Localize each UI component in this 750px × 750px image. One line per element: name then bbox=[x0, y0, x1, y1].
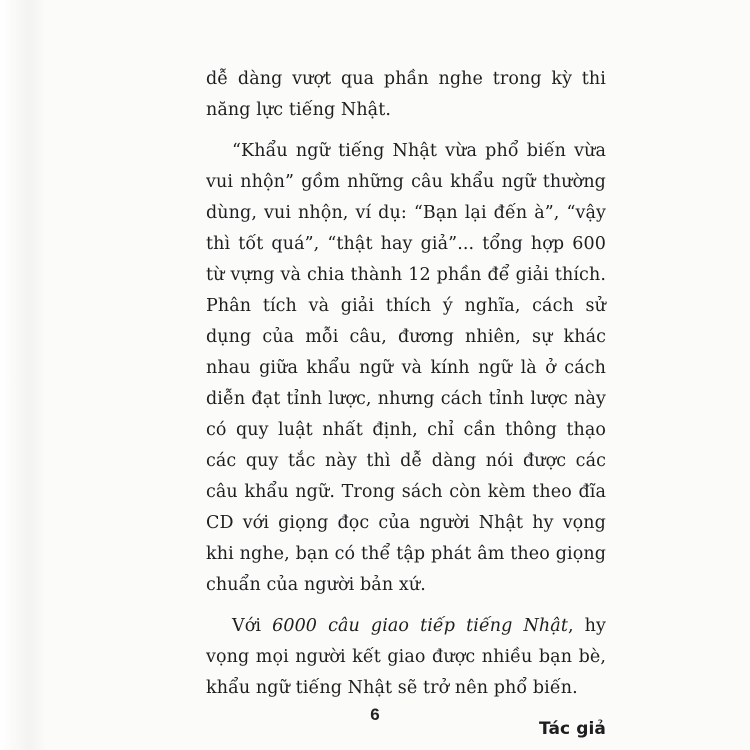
author-signature: Tác giả bbox=[538, 719, 606, 739]
page-edge-shadow bbox=[0, 0, 46, 750]
book-title-italic: 6000 câu giao tiếp tiếng Nhật bbox=[272, 616, 568, 636]
page-number: 6 bbox=[370, 705, 380, 724]
paragraph-closing bbox=[206, 611, 606, 704]
paragraph-continuation: dễ dàng vượt qua phần nghe trong kỳ thi năng lực tiếng Nhật. bbox=[206, 69, 606, 120]
paragraph-book-description: “Khẩu ngữ tiếng Nhật vừa phổ biến vừa vui nhộn” gồm những câu khẩu ngữ thường dùng, vui nhộn, ví dụ: “Bạn lại đến à”, “vậy thì tốt quá”, “thật hay giả”... tổng hợp 600 từ vựng và chia thành 12 phần để giải thích. Phân tích và giải thích ý nghĩa, cách sử dụng của mỗi câu, đương nhiên, sự khác nhau giữa khẩu ngữ và kính ngữ là ở cách diễn đạt tỉnh lược, nhưng cách tỉnh lược này có quy luật nhất định, chỉ cần thông thạo các quy tắc này thì dễ dàng nói được các câu khẩu ngữ. Trong sách còn kèm theo đĩa CD với giọng đọc của người Nhật hy vọng khi nghe, bạn có thể tập phát âm theo giọng chuẩn của người bản xứ. bbox=[206, 141, 606, 595]
closing-suffix: , hy vọng mọi người kết giao được nhiều bạn bè, khẩu ngữ tiếng Nhật sẽ trở nên phổ biến. bbox=[206, 616, 607, 698]
body-text bbox=[206, 64, 606, 745]
closing-prefix: Với bbox=[232, 616, 273, 636]
